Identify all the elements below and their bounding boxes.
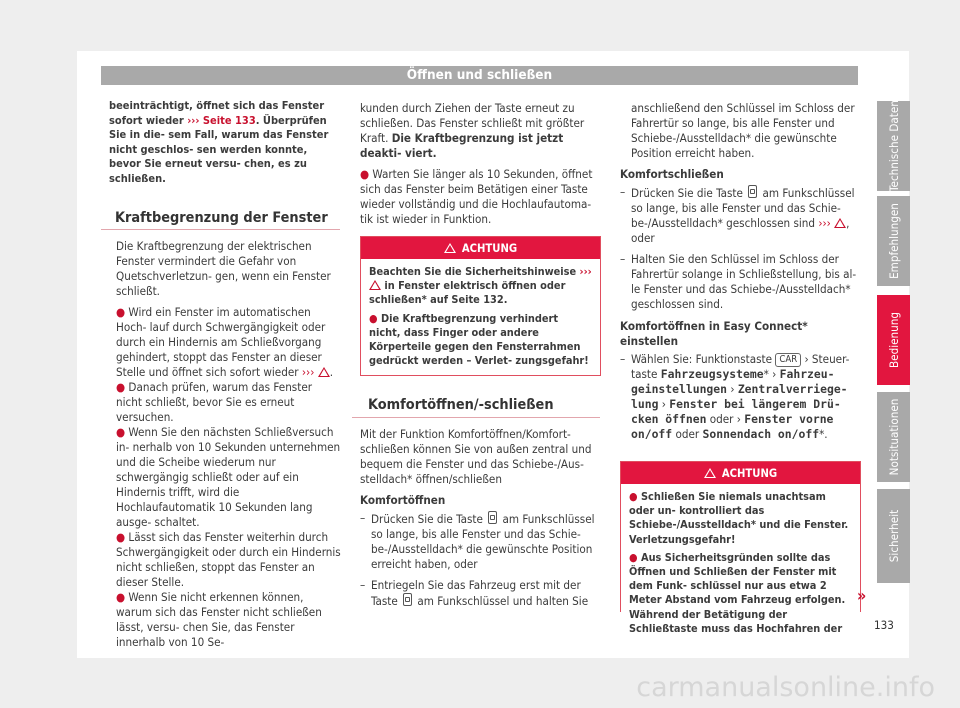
list-item: ● Danach prüfen, warum das Fenster nicht schließt, bevor Sie es erneut versuchen. <box>116 380 313 424</box>
warning-box-1 <box>360 236 601 376</box>
warning-triangle-icon <box>318 367 330 377</box>
warning-header <box>621 462 860 484</box>
page-link[interactable]: Seite 133 <box>202 113 256 127</box>
list-item: ● Wird ein Fenster im automatischen Hoch- lauf durch Schwergängigkeit oder durch ein Hindernis am Schließvorgang gehindert, stoppt das Fenster an dieser Stelle und öffnet sich sofort wieder ››› . <box>116 305 333 379</box>
list-item: – Drücken Sie die Taste am Funkschlüssel so lange, bis alle Fenster und das Schie- be-/Ausstelldach* geschlossen sind ››› , oder <box>620 185 855 245</box>
ref-arrow: ››› <box>301 365 315 379</box>
intro-text-2: . Überprüfen Sie in die- sem Fall, warum das Fenster nicht geschlos- sen werden konnte, bevor Sie erneut versu- chen, es zu schließen. <box>109 113 329 185</box>
list-item-cont: anschließend den Schlüssel im Schloss der Fahrertür so lange, bis alle Fenster und Schiebe-/Ausstelldach* die gewünschte Position erreicht haben. <box>631 101 855 160</box>
subheading-easy-connect: Komfortöffnen in Easy Connect* einstellen <box>620 319 808 348</box>
warning-triangle-icon <box>834 218 846 228</box>
heading-underline <box>101 229 340 230</box>
continued-paragraph: kunden durch Ziehen der Taste erneut zu schließen. Das Fenster schließt mit größter Kraft. Die Kraftbegrenzung ist jetzt deakti- viert. <box>360 101 585 160</box>
tab-technische-daten[interactable]: Technische Daten <box>877 101 910 191</box>
page-title: Öffnen und schließen <box>101 66 858 85</box>
car-key-icon: CAR <box>775 353 801 367</box>
column-1-body <box>116 239 341 650</box>
tab-bedienung[interactable]: Bedienung <box>877 295 910 385</box>
tab-empfehlungen[interactable]: Empfehlungen <box>877 196 910 286</box>
column-2-body <box>360 427 600 609</box>
watermark: carmanualsonline.info <box>636 672 935 703</box>
list-item: – Drücken Sie die Taste am Funkschlüssel so lange, bis alle Fenster und das Schie- be-/Ausstelldach* die gewünschte Position erreicht haben, oder <box>360 511 595 571</box>
komfort-paragraph: Mit der Funktion Komfortöffnen/Komfort- schließen können Sie von außen zentral und bequem die Fenster und das Schiebe-/Aus- stelldach* öffnen/schließen <box>360 427 592 486</box>
column-1 <box>109 99 340 187</box>
kraft-paragraph: Die Kraftbegrenzung der elektrischen Fenster vermindert die Gefahr von Quetschverletzun- gen, wenn ein Fenster schließt. <box>116 239 331 298</box>
list-item: – Halten Sie den Schlüssel im Schloss der Fahrertür solange in Schließstellung, bis al- le Fenster und das Schiebe-/Ausstelldach* geschlossen sind. <box>620 252 857 311</box>
warning-body: ● Schließen Sie niemals unachtsam oder un- kontrolliert das Schiebe-/Ausstelldach* und die Fenster. Verletzungsgefahr! ● Aus Sicherheitsgründen sollte das Öffnen und Schließen der Fenster mit dem Funk- schlüssel nur aus etwa 2 Meter Abstand vom Fahrzeug erfolgen. Während der Betätigung der Schließtaste muss das Hochfahren der <box>629 490 849 635</box>
list-item: ● Wenn Sie nicht erkennen können, warum sich das Fenster nicht schließen lässt, versu- chen Sie, das Fenster innerhalb von 10 Se- <box>116 590 322 649</box>
list-item: ● Lässt sich das Fenster weiterhin durch Schwergängigkeit oder durch ein Hindernis nicht schließen, stoppt das Fenster an dieser Stelle. <box>116 530 341 589</box>
list-item: – Wählen Sie: Funktionstaste CAR › Steuer- taste Fahrzeugsysteme* › Fahrzeu- geinstellungen › Zentralverriege- lung › Fenster bei längerem Drü- cken öffnen oder › Fenster vorne on/off oder Sonnendach on/off*. <box>620 352 850 441</box>
list-item: ● Warten Sie länger als 10 Sekunden, öffnet sich das Fenster beim Betätigen einer Taste wieder vollständig und die Hochlaufautoma- tik ist wieder in Funktion. <box>360 167 593 226</box>
list-item: – Entriegeln Sie das Fahrzeug erst mit der Taste am Funkschlüssel und halten Sie <box>360 578 589 608</box>
continue-mark: » <box>857 586 867 605</box>
key-button-icon <box>488 511 497 524</box>
key-button-icon <box>403 593 412 606</box>
warning-header <box>361 237 600 259</box>
heading-kraftbegrenzung: Kraftbegrenzung der Fenster <box>115 210 328 226</box>
intro-text: beeinträchtigt, öffnet sich das Fenster sofort wieder <box>109 99 325 127</box>
list-item: ● Wenn Sie den nächsten Schließversuch in- nerhalb von 10 Sekunden unternehmen und die Scheibe wiederum nur schwergängig schließt oder auf ein Hindernis trifft, wird die Hochlaufautomatik 10 Sekunden lang ausge- schaltet. <box>116 425 341 529</box>
warning-triangle-icon <box>369 280 381 290</box>
intro-paragraph <box>109 99 340 187</box>
warning-box-2 <box>620 461 861 635</box>
tab-sicherheit[interactable]: Sicherheit <box>877 489 910 583</box>
heading-komfort: Komfortöffnen/-schließen <box>368 397 554 413</box>
subheading-komfortoeffnen: Komfortöffnen <box>360 493 446 507</box>
warning-body: Beachten Sie die Sicherheitshinweise ››› in Fenster elektrisch öffnen oder schließen* auf Seite 132. ● Die Kraftbegrenzung verhindert nicht, dass Finger oder andere Körperteile gegen den Fensterrahmen gedrückt werden – Verlet- zungsgefahr! <box>369 265 592 368</box>
page-number: 133 <box>874 618 894 632</box>
warning-title: ACHTUNG <box>461 241 518 255</box>
warning-triangle-icon <box>444 243 456 253</box>
column-3 <box>620 101 860 442</box>
heading-underline <box>352 417 600 418</box>
tab-notsituationen[interactable]: Notsituationen <box>877 392 910 482</box>
key-button-icon <box>748 185 757 198</box>
ref-arrow: ››› <box>187 113 200 127</box>
warning-title: ACHTUNG <box>721 466 778 480</box>
subheading-komfortschliessen: Komfortschließen <box>620 167 724 181</box>
column-2 <box>360 101 600 227</box>
warning-triangle-icon <box>704 468 716 478</box>
